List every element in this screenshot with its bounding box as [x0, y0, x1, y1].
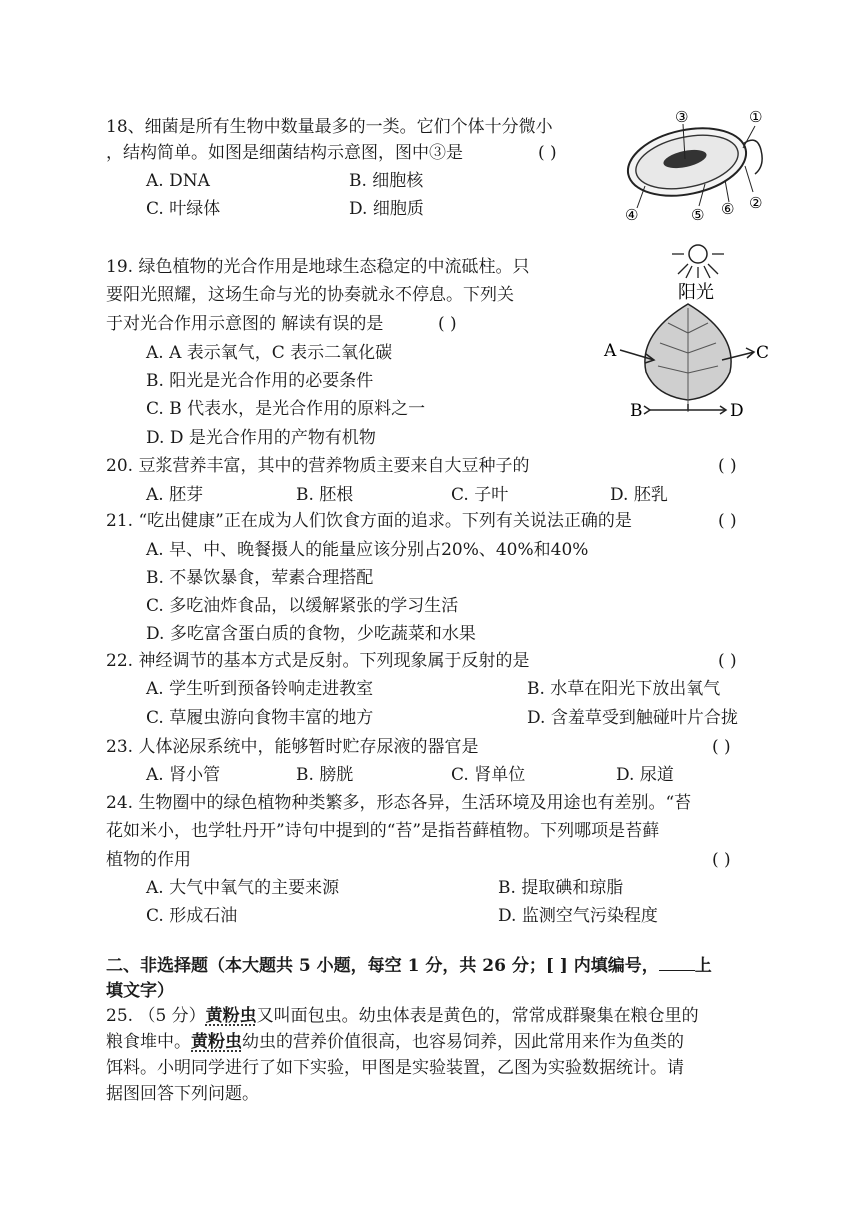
q25-line1	[106, 1005, 699, 1027]
q18-line1: 18、细菌是所有生物中数量最多的一类。它们个体十分微小	[106, 117, 553, 137]
q19-line2: 要阳光照耀，这场生命与光的协奏就永不停息。下列关	[106, 285, 514, 305]
q25-line3: 饵料。小明同学进行了如下实验，甲图是实验装置，乙图为实验数据统计。请	[106, 1058, 684, 1078]
q22-option-d: D. 含羞草受到触碰叶片合拢	[527, 708, 738, 728]
q19-option-a: A. A 表示氧气，C 表示二氧化碳	[146, 343, 393, 363]
q19-line1: 19. 绿色植物的光合作用是地球生态稳定的中流砥柱。只	[106, 257, 530, 277]
q18-option-d: D. 细胞质	[349, 199, 424, 219]
q24-line3: 植物的作用	[106, 850, 191, 870]
q22-option-c: C. 草履虫游向食物丰富的地方	[146, 708, 374, 728]
bacteria-label-3: ③	[675, 108, 689, 126]
q23-option-a: A. 肾小管	[146, 765, 221, 785]
fill-blank-line	[659, 956, 695, 971]
photo-label-d: D	[730, 401, 744, 421]
q21-answer-paren: ( )	[718, 511, 737, 531]
q25-line4: 据图回答下列问题。	[106, 1084, 259, 1104]
section-2-heading-text: 二、非选择题（本大题共 5 小题，每空 1 分，共 26 分；[ ] 内填编号，	[106, 956, 659, 976]
q18-option-a: A. DNA	[146, 171, 210, 191]
q23-line1: 23. 人体泌尿系统中，能够暂时贮存尿液的器官是	[106, 737, 479, 757]
q18-option-c: C. 叶绿体	[146, 199, 221, 219]
q18-line2: ，结构简单。如图是细菌结构示意图，图中③是	[106, 143, 463, 163]
q25-number: 25. （5 分）	[106, 1006, 206, 1026]
q22-option-a: A. 学生听到预备铃响走进教室	[146, 679, 374, 699]
q21-option-b: B. 不暴饮暴食，荤素合理搭配	[146, 568, 374, 588]
q24-option-b: B. 提取碘和琼脂	[498, 878, 624, 898]
q24-option-a: A. 大气中氧气的主要来源	[146, 878, 340, 898]
sun-icon	[689, 245, 707, 263]
q22-option-b: B. 水草在阳光下放出氧气	[527, 679, 721, 699]
bacteria-structure-figure	[615, 104, 775, 228]
q23-answer-paren: ( )	[712, 737, 731, 757]
q20-answer-paren: ( )	[718, 456, 737, 476]
bacteria-label-6: ⑥	[721, 200, 735, 218]
q20-option-b: B. 胚根	[296, 485, 354, 505]
q25-line2-rest: 幼虫的营养价值很高，也容易饲养，因此常用来作为鱼类的	[242, 1032, 684, 1052]
q20-option-a: A. 胚芽	[146, 485, 204, 505]
q20-line1: 20. 豆浆营养丰富，其中的营养物质主要来自大豆种子的	[106, 456, 530, 476]
q24-line1: 24. 生物圈中的绿色植物种类繁多，形态各异，生活环境及用途也有差别。“苔	[106, 793, 692, 813]
q22-line1: 22. 神经调节的基本方式是反射。下列现象属于反射的是	[106, 651, 530, 671]
photo-label-a: A	[604, 341, 617, 361]
q21-option-d: D. 多吃富含蛋白质的食物，少吃蔬菜和水果	[146, 624, 476, 644]
q19-line3: 于对光合作用示意图的 解读有误的是	[106, 314, 384, 334]
q25-keyword: 黄粉虫	[205, 1006, 257, 1026]
section-2-heading-line2: 填文字）	[106, 981, 174, 1001]
q24-option-c: C. 形成石油	[146, 906, 238, 926]
q19-option-d: D. D 是光合作用的产物有机物	[146, 428, 376, 448]
q21-option-c: C. 多吃油炸食品，以缓解紧张的学习生活	[146, 596, 459, 616]
photo-label-b: B	[630, 401, 643, 421]
q25-line2	[106, 1031, 684, 1053]
q21-option-a: A. 早、中、晚餐摄人的能量应该分别占20%、40%和40%	[146, 540, 589, 560]
q19-option-c: C. B 代表水，是光合作用的原料之一	[146, 399, 426, 419]
photo-label-c: C	[756, 343, 770, 363]
bacteria-label-5: ⑤	[691, 206, 705, 224]
q20-option-c: C. 子叶	[451, 485, 509, 505]
q18-option-b: B. 细胞核	[349, 171, 424, 191]
section-2-heading	[106, 955, 712, 977]
q19-answer-paren: ( )	[438, 314, 457, 334]
bacteria-label-1: ①	[749, 108, 763, 126]
q20-option-d: D. 胚乳	[610, 485, 668, 505]
q23-option-d: D. 尿道	[616, 765, 674, 785]
q25-line2-start: 粮食堆中。	[106, 1032, 191, 1052]
q24-option-d: D. 监测空气污染程度	[498, 906, 658, 926]
q25-line1-rest: 又叫面包虫。幼虫体表是黄色的，常常成群聚集在粮仓里的	[256, 1006, 699, 1026]
bacteria-label-2: ②	[749, 194, 763, 212]
q21-line1: 21. “吃出健康”正在成为人们饮食方面的追求。下列有关说法正确的是	[106, 511, 632, 531]
q22-answer-paren: ( )	[718, 651, 737, 671]
q19-option-b: B. 阳光是光合作用的必要条件	[146, 371, 374, 391]
q24-line2: 花如米小，也学牡丹开”诗句中提到的“苔”是指苔藓植物。下列哪项是苔藓	[106, 821, 660, 841]
sunlight-label: 阳光	[678, 282, 714, 303]
q24-answer-paren: ( )	[712, 850, 731, 870]
section-2-heading-end: 上	[694, 956, 712, 976]
q25-keyword-2: 黄粉虫	[191, 1032, 242, 1052]
photosynthesis-figure	[598, 238, 774, 428]
q23-option-c: C. 肾单位	[451, 765, 526, 785]
bacteria-label-4: ④	[625, 206, 639, 224]
q18-answer-paren: ( )	[538, 143, 557, 163]
q23-option-b: B. 膀胱	[296, 765, 354, 785]
